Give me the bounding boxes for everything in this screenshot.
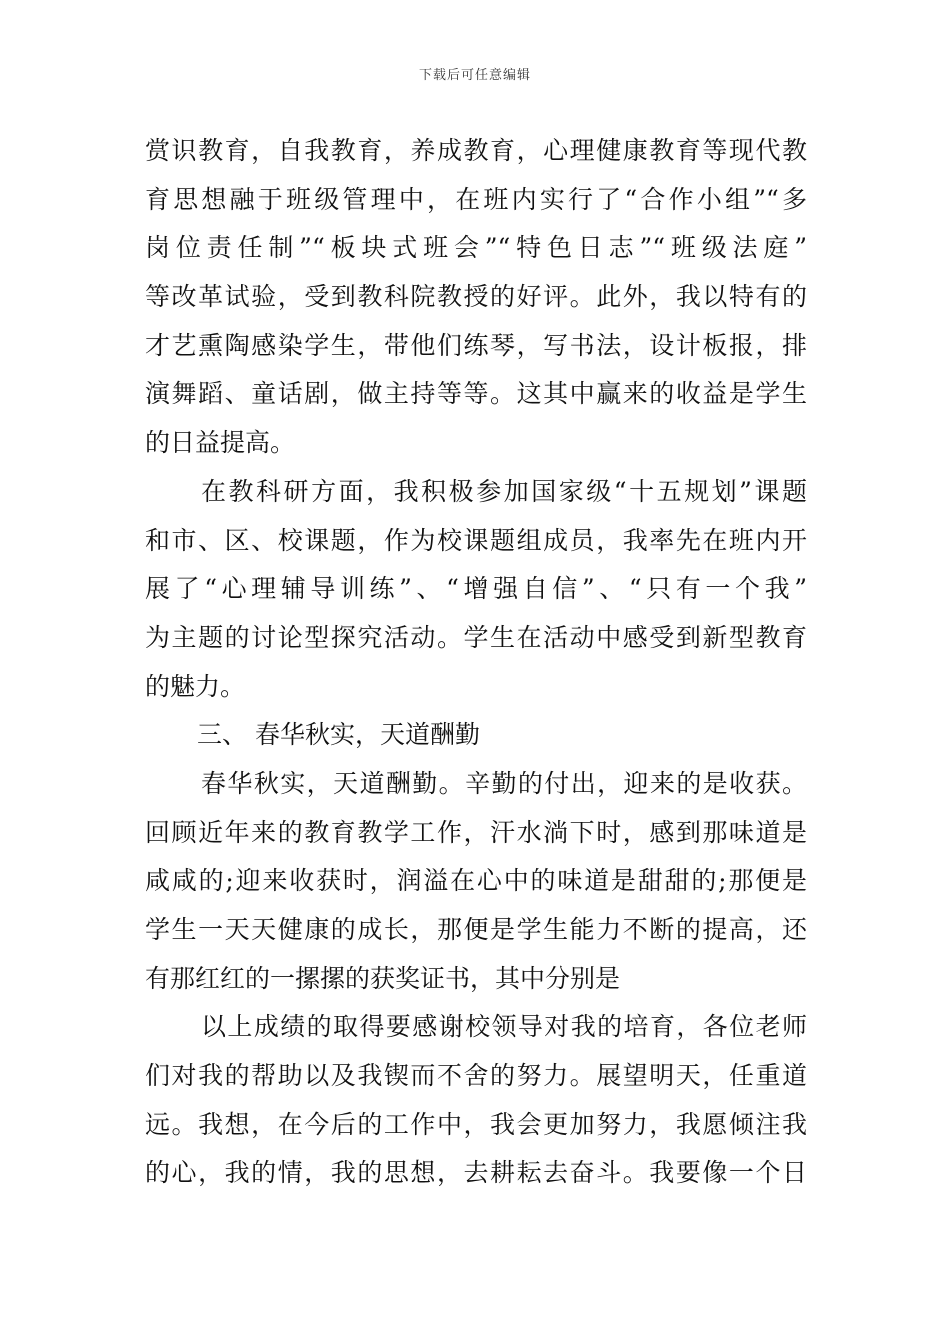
text-line: 们对我的帮助以及我锲而不舍的努力。展望明天，任重道	[145, 1061, 807, 1091]
text-line: 春华秋实，天道酬勤。辛勤的付出，迎来的是收获。	[201, 768, 807, 798]
text-line: 有那红红的一摞摞的获奖证书，其中分别是	[145, 963, 621, 993]
section-heading: 三、 春华秋实，天道酬勤	[197, 720, 480, 750]
text-line: 的魅力。	[145, 671, 246, 701]
page-header: 下载后可任意编辑	[418, 68, 531, 83]
text-line: 和市、区、校课题，作为校课题组成员，我率先在班内开	[145, 525, 807, 555]
text-line: 育思想融于班级管理中，在班内实行了“合作小组”“多	[145, 184, 807, 214]
text-line: 咸咸的;迎来收获时，润溢在心中的味道是甜甜的;那便是	[145, 866, 807, 896]
text-line: 展了“心理辅导训练”、“增强自信”、“只有一个我”	[145, 574, 807, 604]
text-line: 以上成绩的取得要感谢校领导对我的培育，各位老师	[201, 1012, 807, 1042]
text-line: 的心，我的情，我的思想，去耕耘去奋斗。我要像一个日	[145, 1158, 807, 1188]
text-line: 回顾近年来的教育教学工作，汗水淌下时，感到那味道是	[145, 817, 807, 847]
document-body	[145, 127, 807, 1198]
text-line: 演舞蹈、童话剧，做主持等等。这其中赢来的收益是学生	[145, 379, 807, 409]
text-line: 的日益提高。	[145, 428, 296, 458]
text-line: 学生一天天健康的成长，那便是学生能力不断的提高，还	[145, 915, 807, 944]
text-line: 远。我想，在今后的工作中，我会更加努力，我愿倾注我	[145, 1109, 807, 1139]
text-line: 才艺熏陶感染学生，带他们练琴，写书法，设计板报，排	[145, 330, 807, 360]
text-line: 岗位责任制”“板块式班会”“特色日志”“班级法庭”	[145, 233, 807, 263]
text-line: 在教科研方面，我积极参加国家级“十五规划”课题	[201, 476, 807, 506]
text-line: 为主题的讨论型探究活动。学生在活动中感受到新型教育	[145, 622, 807, 652]
text-line: 等改革试验，受到教科院教授的好评。此外，我以特有的	[145, 282, 807, 312]
text-line: 赏识教育，自我教育，养成教育，心理健康教育等现代教	[145, 136, 807, 165]
